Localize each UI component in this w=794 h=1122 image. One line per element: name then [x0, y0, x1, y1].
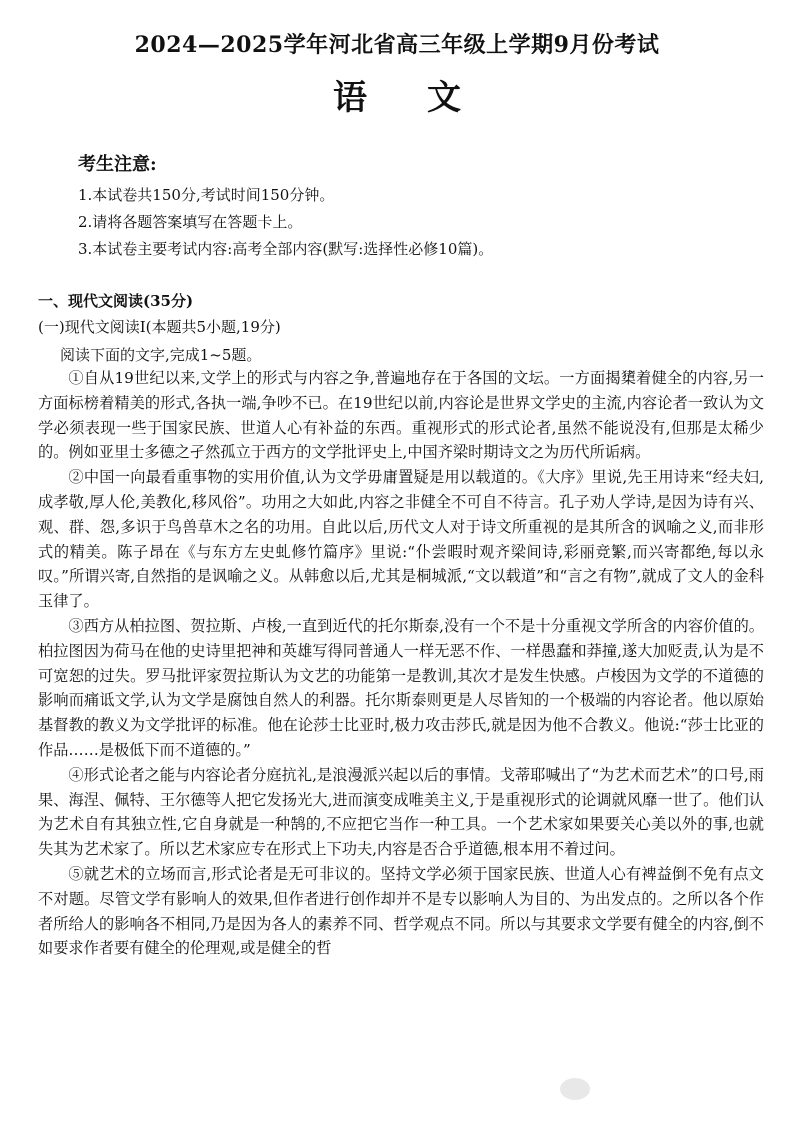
watermark-logo: [560, 1078, 590, 1100]
passage-paragraph: ③西方从柏拉图、贺拉斯、卢梭,一直到近代的托尔斯泰,没有一个不是十分重视文学所含的内容价值的。柏拉图因为荷马在他的史诗里把神和英雄写得同普通人一样无恶不作、一样愚蠢和莽撞,遂大加贬责,认为是不可宽恕的过失。罗马批评家贺拉斯认为文艺的功能第一是教训,其次才是发生快感。卢梭因为文学的不道德的影响而痛诋文学,认为文学是腐蚀自然人的利器。托尔斯泰则更是人尽皆知的一个极端的内容论者。他以原始基督教的教义为文学批评的标准。他在论莎士比亚时,极力攻击莎氏,就是因为他不合教义。他说:“莎士比亚的作品……是极低下而不道德的。”: [38, 616, 764, 759]
notice-block: [78, 150, 758, 263]
exam-title: 2024—2025学年河北省高三年级上学期9月份考试: [134, 32, 660, 58]
notice-heading: 考生注意:: [78, 154, 157, 175]
reading-passage: [38, 366, 764, 961]
section-heading: 一、现代文阅读(35分): [38, 292, 194, 310]
notice-item: 2.请将各题答案填写在答题卡上。: [78, 213, 303, 231]
passage-paragraph: ④形式论者之能与内容论者分庭抗礼,是浪漫派兴起以后的事情。戈蒂耶喊出了“为艺术而艺术”的口号,雨果、海涅、佩特、王尔德等人把它发扬光大,进而演变成唯美主义,于是重视形式的论调就风靡一世了。他们认为艺术自有其独立性,它自身就是一种鹄的,不应把它当作一种工具。一个艺术家如果要关心美以外的事,也就失其为艺术家了。所以艺术家应专在形式上下功夫,内容是否合乎道德,根本用不着过问。: [38, 765, 764, 859]
passage-paragraph: ①自从19世纪以来,文学上的形式与内容之争,普遍地存在于各国的文坛。一方面揭橥着健全的内容,另一方面标榜着精美的形式,各执一端,争吵不已。在19世纪以前,内容论是世界文学史的主流,内容论者一致认为文学必须表现一些于国家民族、世道人心有补益的东西。重视形式的形式论者,虽然不能说没有,但那是太稀少的。例如亚里士多德之孑然孤立于西方的文学批评史上,中国齐梁时期诗文之为历代所诟病。: [38, 369, 764, 462]
passage-paragraph: ②中国一向最看重事物的实用价值,认为文学毋庸置疑是用以载道的。《大序》里说,先王用诗来“经夫妇,成孝敬,厚人伦,美教化,移风俗”。功用之大如此,内容之非健全不可自不待言。孔子劝人学诗,是因为诗有兴、观、群、怨,多识于鸟兽草木之名的功用。自此以后,历代文人对于诗文所重视的是其所含的讽喻之义,而非形式的精美。陈子昂在《与东方左史虬修竹篇序》里说:“仆尝暇时观齐梁间诗,彩丽竞繁,而兴寄都绝,每以永叹。”所谓兴寄,自然指的是讽喻之义。从韩愈以后,尤其是桐城派,“文以载道”和“言之有物”,就成了文人的金科玉律了。: [38, 468, 764, 611]
notice-item: 3.本试卷主要考试内容:高考全部内容(默写:选择性必修10篇)。: [78, 240, 494, 258]
sub-heading: (一)现代文阅读Ⅰ(本题共5小题,19分): [38, 318, 281, 336]
subject-title: 语文: [333, 78, 521, 118]
notice-item: 1.本试卷共150分,考试时间150分钟。: [78, 186, 335, 204]
reading-instruction: 阅读下面的文字,完成1~5题。: [60, 346, 262, 364]
passage-paragraph: ⑤就艺术的立场而言,形式论者是无可非议的。坚持文学必须于国家民族、世道人心有裨益倒不免有点文不对题。尽管文学有影响人的效果,但作者进行创作却并不是专以影响人为目的、为出发点的。之所以各个作者所给人的影响各不相同,乃是因为各人的素养不同、哲学观点不同。所以与其要求文学要有健全的内容,倒不如要求作者要有健全的伦理观,或是健全的哲: [38, 864, 764, 958]
